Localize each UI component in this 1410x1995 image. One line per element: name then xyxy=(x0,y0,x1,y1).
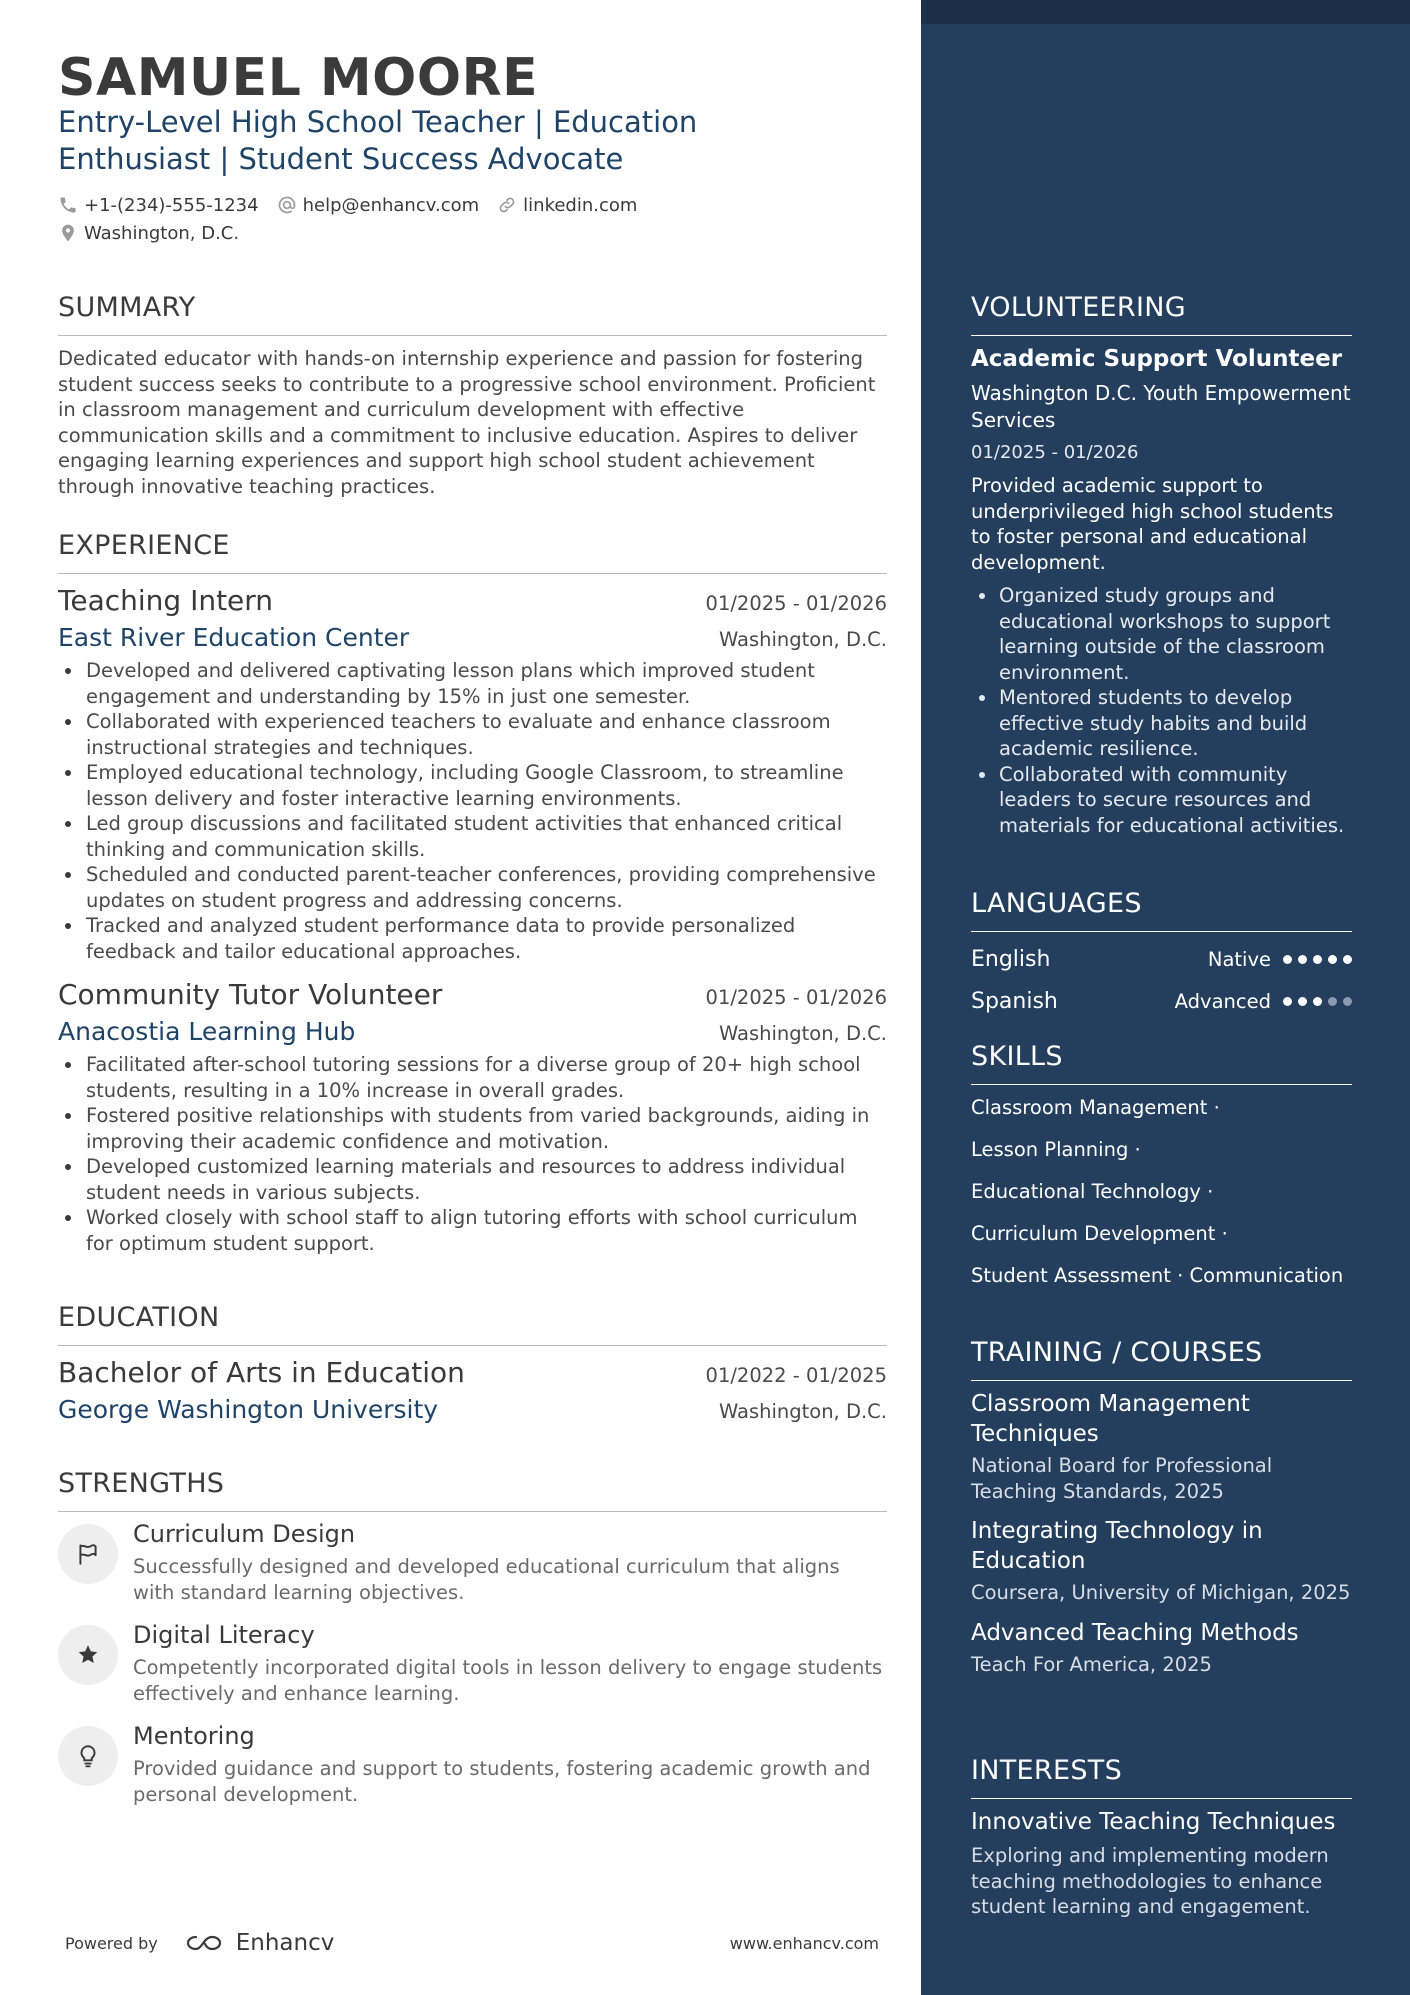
candidate-tagline: Entry-Level High School Teacher | Education Enthusiast | Student Success Advocate xyxy=(58,105,698,176)
language-item xyxy=(971,986,1352,1016)
job-organization: Anacostia Learning Hub xyxy=(58,1017,356,1046)
job-title: Teaching Intern xyxy=(58,584,274,617)
languages-section xyxy=(971,888,1352,1016)
strength-title: Curriculum Design xyxy=(133,1520,356,1548)
phone-text: +1-(234)-555-1234 xyxy=(84,194,259,216)
location-text: Washington, D.C. xyxy=(84,222,240,244)
rating-dot xyxy=(1313,955,1322,964)
list-item: Fostered positive relationships with students from varied backgrounds, aiding in improving their academic confidence and motivation. xyxy=(58,1103,887,1154)
course-item xyxy=(971,1389,1352,1504)
lightbulb-icon xyxy=(75,1743,101,1769)
education-section xyxy=(58,1302,887,1424)
interest-title: Innovative Teaching Techniques xyxy=(971,1809,1336,1835)
strength-description: Competently incorporated digital tools in lesson delivery to engage students effectively and enhance learning. xyxy=(133,1656,883,1705)
strength-item xyxy=(58,1621,887,1706)
job-location: Washington, D.C. xyxy=(718,628,887,651)
summary-section xyxy=(58,292,887,499)
enhancv-logo[interactable] xyxy=(184,1930,335,1956)
course-title: Classroom Management Techniques xyxy=(971,1391,1250,1447)
skill-tag: Classroom Management · xyxy=(971,1096,1220,1119)
location-pin-icon xyxy=(58,223,78,243)
rating-dot xyxy=(1328,997,1337,1006)
email-text: help@enhancv.com xyxy=(302,194,480,216)
interest-description: Exploring and implementing modern teaching methodologies to enhance student learning and engagement. xyxy=(971,1844,1329,1918)
flag-icon xyxy=(75,1541,101,1567)
strengths-heading: STRENGTHS xyxy=(58,1468,887,1512)
list-item: Scheduled and conducted parent-teacher conferences, providing comprehensive updates on student progress and addressing concerns. xyxy=(58,862,887,913)
powered-by xyxy=(65,1930,334,1956)
volunteer-date: 01/2025 - 01/2026 xyxy=(971,442,1139,463)
rating-dot xyxy=(1283,955,1292,964)
skills-heading: SKILLS xyxy=(971,1041,1352,1085)
contact-phone[interactable] xyxy=(58,195,259,216)
contact-info xyxy=(58,194,655,250)
link-icon xyxy=(497,195,517,215)
strength-title: Mentoring xyxy=(133,1722,255,1750)
list-item: Worked closely with school staff to align tutoring efforts with school curriculum for optimum student support. xyxy=(58,1205,887,1256)
languages-heading: LANGUAGES xyxy=(971,888,1352,932)
school-name: George Washington University xyxy=(58,1395,439,1424)
list-item: Facilitated after-school tutoring sessions for a diverse group of 20+ high school students, resulting in a 10% increase in overall grades. xyxy=(58,1052,887,1103)
skill-tag: Lesson Planning · xyxy=(971,1138,1141,1161)
list-item: Collaborated with community leaders to secure resources and materials for educational activities. xyxy=(971,762,1352,839)
enhancv-logo-text: Enhancv xyxy=(235,1930,335,1956)
course-provider: Coursera, University of Michigan, 2025 xyxy=(971,1581,1351,1604)
skills-section xyxy=(971,1041,1352,1297)
course-title: Advanced Teaching Methods xyxy=(971,1619,1299,1646)
rating-dot xyxy=(1298,997,1307,1006)
phone-icon xyxy=(58,195,78,215)
job-location: Washington, D.C. xyxy=(718,1022,887,1045)
list-item: Developed and delivered captivating lesson plans which improved student engagement and understanding by 15% in just one semester. xyxy=(58,658,887,709)
linkedin-text: linkedin.com xyxy=(523,194,638,216)
job-bullets xyxy=(58,1052,887,1256)
volunteer-role: Academic Support Volunteer xyxy=(971,346,1343,372)
course-item xyxy=(971,1618,1352,1678)
volunteering-heading: VOLUNTEERING xyxy=(971,292,1352,336)
summary-heading: SUMMARY xyxy=(58,292,887,336)
job-date: 01/2025 - 01/2026 xyxy=(705,592,887,615)
contact-location xyxy=(58,223,239,244)
rating-dot xyxy=(1283,997,1292,1006)
volunteering-section xyxy=(971,292,1352,838)
sidebar-top-band xyxy=(921,0,1410,24)
strength-item xyxy=(58,1722,887,1807)
at-icon xyxy=(277,195,297,215)
list-item: Mentored students to develop effective study habits and build academic resilience. xyxy=(971,685,1352,762)
contact-linkedin[interactable] xyxy=(497,195,637,216)
job-bullets xyxy=(58,658,887,964)
course-title: Integrating Technology in Education xyxy=(971,1518,1263,1574)
course-provider: Teach For America, 2025 xyxy=(971,1652,1212,1676)
summary-text: Dedicated educator with hands-on internship experience and passion for fostering student success seeks to contribute to a progressive school environment. Proficient in classroom management and curriculum development with effective communication skills and a commitment to inclusive education. Aspires to deliver engaging learning experiences and support high school student achievement through innovative teaching practices. xyxy=(58,347,876,498)
list-item: Developed customized learning materials and resources to address individual student needs in various subjects. xyxy=(58,1154,887,1205)
language-item xyxy=(971,944,1352,974)
skill-tag: Student Assessment · Communication xyxy=(971,1264,1344,1287)
footer-website-link[interactable]: www.enhancv.com xyxy=(729,1933,879,1953)
list-item: Organized study groups and educational workshops to support learning outside of the classroom environment. xyxy=(971,583,1352,685)
job-title: Community Tutor Volunteer xyxy=(58,978,443,1011)
strength-item xyxy=(58,1520,887,1605)
strength-description: Provided guidance and support to students, fostering academic growth and personal development. xyxy=(133,1757,871,1806)
experience-entry xyxy=(58,978,887,1256)
education-entry xyxy=(58,1356,887,1424)
language-rating xyxy=(1277,955,1352,964)
strengths-section xyxy=(58,1468,887,1807)
star-icon xyxy=(75,1642,101,1668)
enhancv-logo-icon xyxy=(184,1931,230,1955)
training-section xyxy=(971,1337,1352,1677)
education-heading: EDUCATION xyxy=(58,1302,887,1346)
language-level: Advanced xyxy=(1174,989,1271,1013)
candidate-name: SAMUEL MOORE xyxy=(58,48,539,108)
job-organization: East River Education Center xyxy=(58,623,410,652)
interests-section xyxy=(971,1755,1352,1920)
volunteer-organization: Washington D.C. Youth Empowerment Services xyxy=(971,381,1351,432)
language-level: Native xyxy=(1207,947,1271,971)
powered-by-label: Powered by xyxy=(65,1933,158,1953)
rating-dot xyxy=(1298,955,1307,964)
experience-section xyxy=(58,530,887,1256)
skills-list xyxy=(971,1087,1352,1297)
language-rating xyxy=(1277,997,1352,1006)
education-date: 01/2022 - 01/2025 xyxy=(705,1364,887,1387)
contact-email[interactable] xyxy=(277,195,480,216)
rating-dot xyxy=(1343,997,1352,1006)
language-name: English xyxy=(971,946,1051,972)
school-location: Washington, D.C. xyxy=(718,1400,887,1423)
strength-description: Successfully designed and developed educational curriculum that aligns with standard learning objectives. xyxy=(133,1555,840,1604)
degree-title: Bachelor of Arts in Education xyxy=(58,1356,465,1389)
interests-heading: INTERESTS xyxy=(971,1755,1352,1799)
course-item xyxy=(971,1516,1352,1606)
list-item: Tracked and analyzed student performance data to provide personalized feedback and tailor educational approaches. xyxy=(58,913,887,964)
volunteer-description: Provided academic support to underprivileged high school students to foster personal and educational development. xyxy=(971,474,1334,574)
volunteer-bullets xyxy=(971,583,1352,838)
job-date: 01/2025 - 01/2026 xyxy=(705,986,887,1009)
skill-tag: Curriculum Development · xyxy=(971,1222,1228,1245)
rating-dot xyxy=(1343,955,1352,964)
strength-title: Digital Literacy xyxy=(133,1621,315,1649)
skill-tag: Educational Technology · xyxy=(971,1180,1214,1203)
experience-entry xyxy=(58,584,887,964)
rating-dot xyxy=(1313,997,1322,1006)
language-name: Spanish xyxy=(971,988,1058,1014)
list-item: Led group discussions and facilitated student activities that enhanced critical thinking and communication skills. xyxy=(58,811,887,862)
rating-dot xyxy=(1328,955,1337,964)
experience-heading: EXPERIENCE xyxy=(58,530,887,574)
footer xyxy=(65,1930,879,1956)
list-item: Collaborated with experienced teachers to evaluate and enhance classroom instructional strategies and techniques. xyxy=(58,709,887,760)
course-provider: National Board for Professional Teaching Standards, 2025 xyxy=(971,1454,1273,1503)
training-heading: TRAINING / COURSES xyxy=(971,1337,1352,1381)
list-item: Employed educational technology, including Google Classroom, to streamline lesson delivery and foster interactive learning environments. xyxy=(58,760,887,811)
